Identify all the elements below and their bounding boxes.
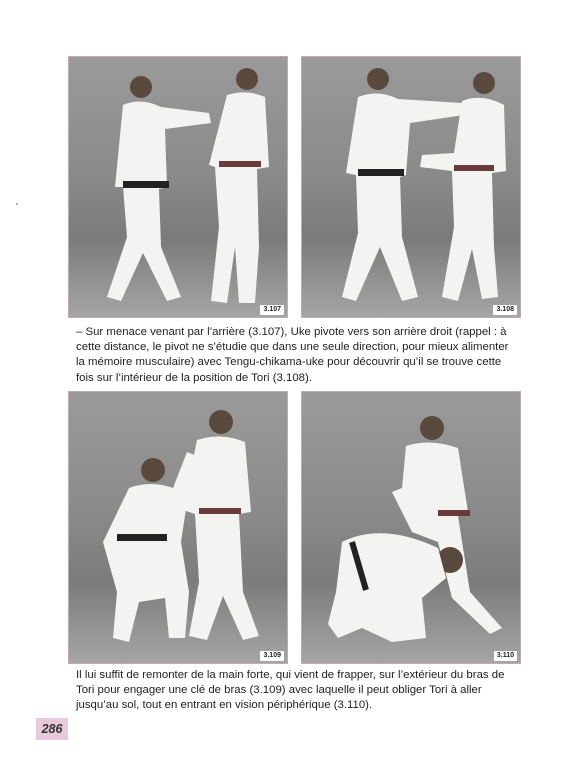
paragraph-1: – Sur menace venant par l’arrière (3.107), Uke pivote vers son arrière droit (rappel : à cette distance, le pivot ne s’étudie que dans une seule direction, pour mieux alimenter la mémoire musculaire) avec Tengu-chikama-uke pour découvrir qu’il se trouve cette fois sur l’intérieur de la position de Tori (3.108). — [76, 326, 509, 384]
figure-label: 3.110 — [494, 651, 517, 661]
photo-3-108 — [301, 56, 521, 318]
photo-3-108-image — [302, 57, 520, 317]
figure-label: 3.108 — [493, 305, 517, 315]
photo-3-109 — [68, 391, 288, 664]
photo-3-110 — [301, 391, 521, 664]
photo-3-107-image — [69, 57, 287, 317]
scan-speck — [16, 203, 18, 205]
photo-3-107 — [68, 56, 288, 318]
figure-label: 3.107 — [260, 305, 284, 315]
paragraph-2: Il lui suffit de remonter de la main forte, qui vient de frapper, sur l’extérieur du bras de Tori pour engager une clé de bras (3.109) avec laquelle il peut obliger Tori à aller jusqu’au sol, tout en entrant en vision périphérique (3.110). — [76, 669, 505, 712]
photo-3-110-image — [302, 392, 520, 663]
photo-3-109-image — [69, 392, 287, 663]
page-number: 286 — [36, 718, 68, 740]
figure-label: 3.109 — [260, 651, 284, 661]
